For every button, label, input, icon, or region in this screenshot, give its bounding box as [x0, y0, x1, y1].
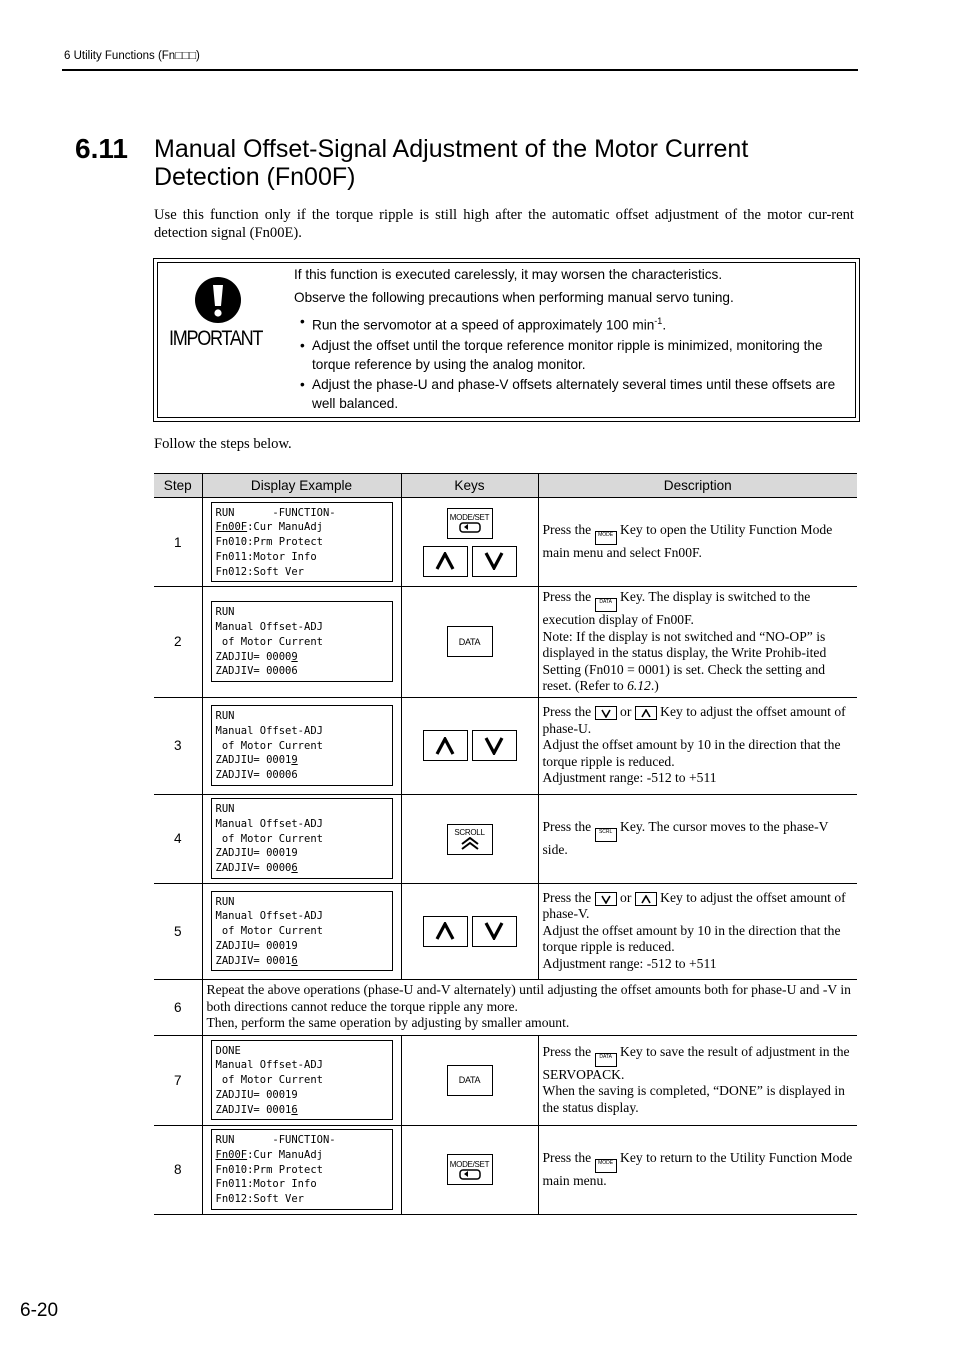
mode-set-key[interactable]: MODE/SET [447, 1154, 493, 1185]
step-description: Press the DATA Key to save the result of adjustment in the SERVOPACK. When the saving is completed, “DONE” is displayed in the status display. [538, 1035, 857, 1125]
lcd-display: RUN Manual Offset-ADJ of Motor Current ZADJIU= 00009 ZADJIV= 00006 [211, 601, 393, 682]
important-bullet-3: • Adjust the phase-U and phase-V offsets alternately several times until these offsets are well balanced. [294, 375, 856, 413]
important-line-2: Observe the following precautions when performing manual servo tuning. [294, 290, 734, 305]
table-row [154, 794, 857, 883]
up-inline-icon [635, 706, 657, 720]
table-row [154, 979, 857, 1035]
step-description: Repeat the above operations (phase-U and-V alternately) until adjusting the offset amounts both for phase-U and -V in both directions cannot reduce the torque ripple any more. Then, perform the same operation by adjusting by smaller amount. [202, 979, 857, 1035]
section-title: Manual Offset-Signal Adjustment of the Motor Current Detection (Fn00F) [154, 135, 749, 191]
scroll-inline-icon: SCRL [595, 828, 617, 842]
step-number: 6 [154, 979, 202, 1035]
data-inline-icon: DATA [595, 1053, 617, 1067]
mode-set-inline-icon: MODE [595, 1159, 617, 1173]
header-rule [62, 69, 858, 71]
step-number: 4 [154, 794, 202, 883]
important-line-1: If this function is executed carelessly, it may worsen the characteristics. [294, 267, 723, 282]
running-header: 6 Utility Functions (Fn□□□) [64, 50, 200, 62]
down-inline-icon [595, 706, 617, 720]
scroll-key[interactable]: SCROLL [447, 824, 493, 855]
step-description: Press the MODE Key to open the Utility Function Mode main menu and select Fn00F. [538, 498, 857, 587]
lcd-display: RUN -FUNCTION- Fn00F:Cur ManuAdj Fn010:Prm Protect Fn011:Motor Info Fn012:Soft Ver [211, 502, 393, 583]
follow-text: Follow the steps below. [154, 436, 292, 452]
step-number: 7 [154, 1035, 202, 1125]
col-keys: Keys [401, 474, 538, 498]
col-display: Display Example [202, 474, 401, 498]
intro-paragraph: Use this function only if the torque ripple is still high after the automatic offset adjustment of the motor cur-rent detection signal (Fn00E). [154, 207, 854, 241]
step-number: 2 [154, 587, 202, 698]
down-inline-icon [595, 892, 617, 906]
col-description: Description [538, 474, 857, 498]
important-bullet-2: • Adjust the offset until the torque reference monitor ripple is minimized, monitoring the torque reference by using the analog monitor. [294, 336, 856, 374]
down-key[interactable] [472, 730, 517, 761]
step-description: Press the or Key to adjust the offset amount of phase-U. Adjust the offset amount by 10 in the direction that the torque ripple is reduced. Adjustment range: -512 to +511 [538, 697, 857, 794]
table-row [154, 697, 857, 794]
lcd-display: RUN Manual Offset-ADJ of Motor Current ZADJIU= 00019 ZADJIV= 00006 [211, 705, 393, 786]
lcd-display: RUN -FUNCTION- Fn00F:Cur ManuAdj Fn010:Prm Protect Fn011:Motor Info Fn012:Soft Ver [211, 1129, 393, 1210]
step-description: Press the DATA Key. The display is switched to the execution display of Fn00F. Note: If the display is not switched and “NO-OP” is displayed in the status display, the Write Prohib-ited Setting (Fn010 = 0001) is set. Check the setting and reset. (Refer to 6.12.) [538, 587, 857, 698]
lcd-display: RUN Manual Offset-ADJ of Motor Current ZADJIU= 00019 ZADJIV= 00016 [211, 891, 393, 972]
step-description: Press the MODE Key to return to the Utility Function Mode main menu. [538, 1125, 857, 1214]
table-row [154, 498, 857, 587]
up-key[interactable] [423, 916, 468, 947]
up-inline-icon [635, 892, 657, 906]
table-row [154, 587, 857, 698]
up-key[interactable] [423, 546, 468, 577]
important-bullet-1: • Run the servomotor at a speed of approximately 100 $\min^{-1}$. [294, 312, 856, 335]
mode-set-key[interactable]: MODE/SET [447, 508, 493, 539]
page-number: 6-20 [20, 1300, 59, 1321]
section-number: 6.11 [75, 133, 128, 164]
table-row [154, 1125, 857, 1214]
step-number: 8 [154, 1125, 202, 1214]
down-key[interactable] [472, 546, 517, 577]
steps-table [154, 473, 857, 1215]
step-number: 1 [154, 498, 202, 587]
table-header-row [154, 474, 857, 498]
important-box [153, 258, 860, 422]
step-number: 5 [154, 883, 202, 979]
data-inline-icon: DATA [595, 598, 617, 612]
lcd-display: DONE Manual Offset-ADJ of Motor Current ZADJIU= 00019 ZADJIV= 00016 [211, 1040, 393, 1121]
step-number: 3 [154, 697, 202, 794]
table-row [154, 1035, 857, 1125]
data-key[interactable]: DATA [447, 626, 493, 657]
mode-set-inline-icon: MODE [595, 531, 617, 545]
table-row [154, 883, 857, 979]
data-key[interactable]: DATA [447, 1065, 493, 1096]
up-key[interactable] [423, 730, 468, 761]
important-icon [166, 275, 266, 353]
important-label: IMPORTANT [169, 327, 263, 350]
col-step: Step [154, 474, 202, 498]
step-description: Press the or Key to adjust the offset amount of phase-V. Adjust the offset amount by 10 in the direction that the torque ripple is reduced. Adjustment range: -512 to +511 [538, 883, 857, 979]
step-description: Press the SCRL Key. The cursor moves to the phase-V side. [538, 794, 857, 883]
down-key[interactable] [472, 916, 517, 947]
lcd-display: RUN Manual Offset-ADJ of Motor Current ZADJIU= 00019 ZADJIV= 00006 [211, 798, 393, 879]
